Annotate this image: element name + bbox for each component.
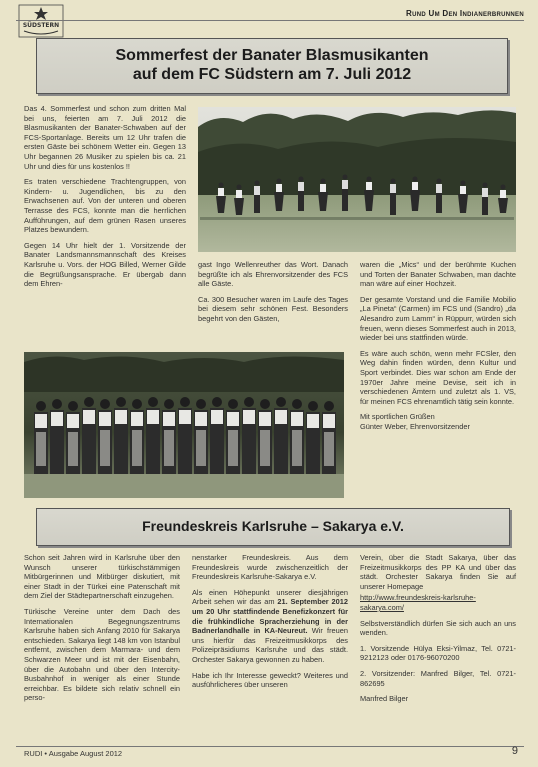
signature-line-1: Mit sportlichen Grüßen bbox=[360, 412, 435, 422]
header-rule bbox=[16, 20, 524, 21]
footer-issue: RUDI • Ausgabe August 2012 bbox=[24, 749, 123, 758]
paragraph: Schon seit Jahren wird in Karlsruhe über den Wunsch unserer türkischstämmigen Mitbürgerinnen und Mitbürger diskutiert, mit einer Stadt in der Türkei eine Patenschaft mit dem Ziel der Städtepartnerschaft einzugehen. bbox=[24, 553, 180, 601]
paragraph: Habe ich Ihr Interesse geweckt? Weiteres und ausführlicheres über unseren bbox=[192, 670, 348, 690]
paragraph: Verein, über die Stadt Sakarya, über das Freizeitmusikkorps des PP KA und über das städt. Orchester Sakarya finden Sie auf unserer Homepage bbox=[360, 553, 516, 591]
paragraph-text: Als einen Höhepunkt unserer diesjährigen Arbeit sehen wir das am bbox=[192, 587, 348, 607]
paragraph-text: Wir freuen uns hierfür das Freizeitmusikkorps des Polizeipräsidiums Karlsruhe und das städt. Orchester Sakarya gewonnen zu haben. bbox=[192, 626, 348, 664]
homepage-paragraph bbox=[360, 593, 516, 612]
article2-column-2 bbox=[192, 553, 348, 696]
article1-title-line1: Sommerfest der Banater Blasmusikanten bbox=[115, 47, 429, 64]
paragraph bbox=[192, 588, 348, 665]
article2-column-1 bbox=[24, 553, 180, 709]
paragraph: Türkische Vereine unter dem Dach des Internationalen Begegnungszentrums Karlsruhe haben sich Anfang 2010 für Sakarya entschieden. Sakarya liegt 148 km von Istanbul entfernt, zwischen dem Marmara- und dem Schwarzen Meer und ist mit der Eisenbahn, über die Autobahn und über den Intercity-Busbahnhof in weniger als einer Stunde erreichbar. Es bildete sich relativ schnell ein perso- bbox=[24, 606, 180, 703]
footer-rule bbox=[16, 746, 524, 747]
article1-title bbox=[36, 38, 508, 94]
page-number: 9 bbox=[511, 745, 518, 757]
paragraph: Selbstverständlich dürfen Sie sich auch an uns wenden. bbox=[360, 618, 516, 638]
paragraph: Es traten verschiedene Trachtengruppen, von Kindern- u. Jugendlichen, bis zu den Erwachsenen auf. Von der unteren und oberen Terrasse des FCS, konnte man die herrlichen Aufführungen, auf dem grünen Rasen unseres Platzes bewundern. bbox=[24, 177, 186, 235]
article2-column-3 bbox=[360, 553, 516, 710]
photo-group-costumes bbox=[24, 352, 344, 498]
contact-second-chair: 2. Vorsitzender: Manfred Bilger, Tel. 0721-862695 bbox=[360, 668, 516, 688]
article1-column-3 bbox=[360, 260, 516, 432]
author-signature: Manfred Bilger bbox=[360, 694, 409, 704]
paragraph: Gegen 14 Uhr hielt der 1. Vorsitzende der Banater Landsmannsmannschaft des Kreises Karlsruhe u. Vors. der HOG Billed, Werner Gilde die Begrüßungsansprache. Er übergab dann dem Ehren- bbox=[24, 240, 186, 289]
paragraph: gast Ingo Wellenreuther das Wort. Danach begrüßte ich als Ehrenvorsitzender des FCS alle Gäste. bbox=[198, 260, 348, 289]
paragraph: nenstarker Freundeskreis. Aus dem Freundeskreis wurde zwischenzeitlich der Freundeskreis Karlsruhe-Sakarya e.V. bbox=[192, 553, 348, 582]
logo-text: SÜDSTERN bbox=[22, 22, 60, 29]
photo-folk-dancers bbox=[198, 107, 516, 252]
signature-line-2: Günter Weber, Ehrenvorsitzender bbox=[360, 421, 470, 431]
homepage-link[interactable]: http://www.freundeskreis-karlsruhe-sakarya.com/ bbox=[360, 593, 476, 612]
concert-highlight: 21. September 2012 um 20 Uhr stattfindende Benefizkonzert für die frühkindliche Spracherziehung in der Badnerlandhalle in KA-Neureut. bbox=[192, 597, 348, 636]
paragraph: Der gesamte Vorstand und die Familie Mobilio „La Pineta“ (Carmen) im FCS und (Sandro) „da Alesandro zum Lamm“ in Rüppurr, würden sich freuen, wenn dieses Sommerfest auch in 2013, wieder bei uns stattfinden würde. bbox=[360, 294, 516, 343]
paragraph: Es wäre auch schön, wenn mehr FCSler, den Weg dahin finden würden, denn Kultur und Sport verbindet. Dies war schon am Ende der 1970er Jahre meine Devise, seit ich in verschiedenen Ämtern und zuletzt als 1. VS, für meinen FCS ehrenamtlich tätig sein konnte. bbox=[360, 348, 516, 406]
article1-column-2 bbox=[198, 260, 348, 330]
paragraph: Ca. 300 Besucher waren im Laufe des Tages bei diesem sehr schönen Fest. Besonders begehrt von den Gästen, bbox=[198, 294, 348, 323]
contact-first-chair: 1. Vorsitzende Hülya Eksi-Yilmaz, Tel. 0721-9212123 oder 0176-96070200 bbox=[360, 643, 516, 663]
club-logo bbox=[18, 4, 64, 38]
paragraph: waren die „Mics“ und der berühmte Kuchen und Torten der Banater Schwaben, man dachte man wäre auf einer Hochzeit. bbox=[360, 260, 516, 289]
article2-title: Freundeskreis Karlsruhe – Sakarya e.V. bbox=[36, 508, 510, 546]
article1-column-1 bbox=[24, 104, 186, 295]
article1-title-line2: auf dem FC Südstern am 7. Juli 2012 bbox=[132, 66, 412, 83]
section-label: Rund Um Den Indianerbrunnen bbox=[406, 9, 524, 18]
paragraph: Das 4. Sommerfest und schon zum dritten Mal bei uns, feierten am 7. Juli 2012 die Blasmusikanten der Banater-Schwaben auf der FCS-Sportanlage. Bereits um 12 Uhr trafen die ersten Gäste bei schönem Wetter ein. Gegen 13 Uhr begannen 26 Musiker zu spielen bis ca. 21 Uhr und dies für uns kostenlos !! bbox=[24, 104, 186, 171]
